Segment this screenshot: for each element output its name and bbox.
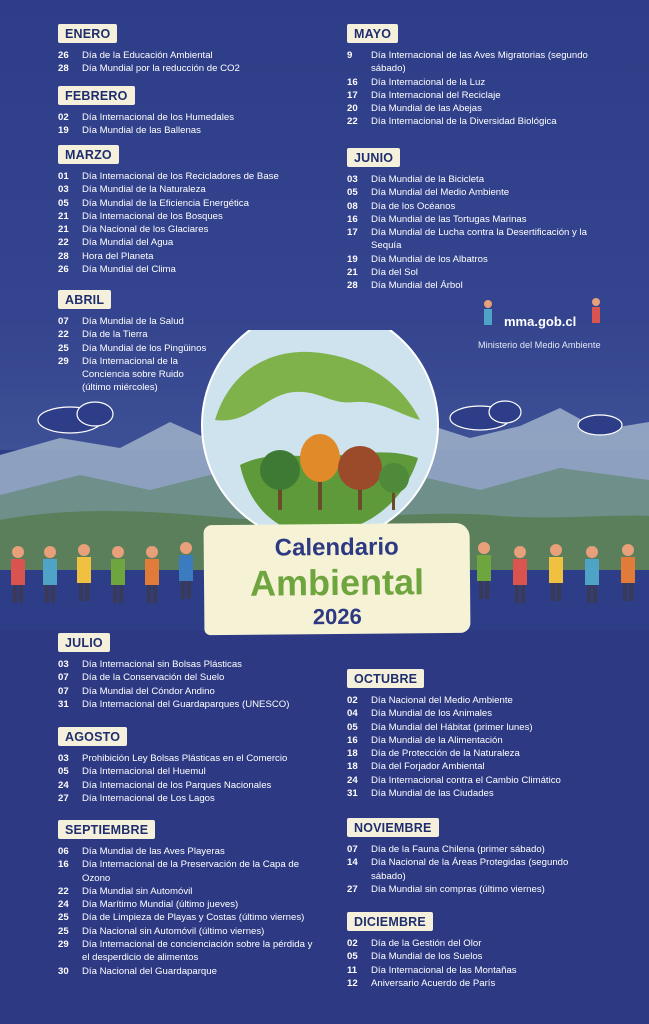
event-row [58, 183, 323, 196]
event-name: Día del Forjador Ambiental [371, 761, 485, 773]
month-octubre [347, 669, 617, 800]
logo-site: mma.gob.cl [504, 314, 577, 329]
event-row [347, 883, 597, 896]
event-row [58, 62, 323, 75]
event-day: 29 [58, 939, 69, 951]
month-title: NOVIEMBRE [347, 818, 439, 837]
event-day: 03 [347, 174, 358, 185]
event-name: Día Mundial por la reducción de CO2 [82, 63, 240, 75]
event-row [347, 200, 607, 213]
event-day: 07 [347, 844, 358, 855]
event-row [58, 898, 318, 911]
event-day: 24 [58, 899, 69, 911]
event-row [347, 843, 597, 856]
event-name: Día Mundial de las Ciudades [371, 788, 494, 800]
event-row [347, 734, 617, 747]
event-day: 17 [347, 227, 358, 239]
event-row [347, 76, 607, 89]
event-day: 04 [347, 708, 358, 720]
event-day: 17 [347, 89, 358, 101]
month-marzo [58, 145, 323, 276]
event-day: 27 [58, 792, 69, 804]
event-day: 18 [347, 748, 358, 760]
event-name: Día Marítimo Mundial (último jueves) [82, 899, 239, 911]
event-day: 03 [58, 753, 69, 764]
event-row [58, 685, 338, 698]
event-day: 16 [347, 734, 358, 746]
event-name: Día del Sol [371, 267, 418, 279]
event-row [347, 115, 607, 128]
event-name: Día Internacional del Guardaparques (UNESCO) [82, 698, 290, 710]
event-name: Día Mundial del Hábitat (primer lunes) [371, 721, 533, 733]
event-row [58, 911, 318, 924]
event-row [347, 213, 607, 226]
event-row [58, 671, 338, 684]
event-day: 05 [347, 721, 358, 733]
event-row [58, 792, 338, 805]
event-row [58, 885, 318, 898]
month-title: FEBRERO [58, 86, 135, 105]
month-title: ENERO [58, 24, 117, 43]
event-row [347, 721, 617, 734]
event-name: Día Internacional del Reciclaje [371, 89, 501, 101]
event-name: Día Internacional de los Parques Nacionales [82, 779, 272, 791]
event-day: 21 [58, 224, 69, 236]
event-name: Día Mundial del Medio Ambiente [371, 187, 510, 199]
event-row [347, 266, 607, 279]
event-name: Día Internacional sin Bolsas Plásticas [82, 659, 242, 670]
event-day: 07 [58, 672, 69, 684]
event-day: 31 [58, 698, 69, 710]
month-title: MARZO [58, 145, 119, 164]
event-day: 22 [58, 329, 69, 341]
event-name: Día Internacional de la Preservación de la Capa de Ozono [82, 859, 300, 884]
month-title: AGOSTO [58, 727, 127, 746]
event-day: 03 [58, 659, 69, 670]
event-day: 08 [347, 200, 358, 212]
event-row [347, 226, 607, 253]
event-row [347, 102, 607, 115]
event-day: 22 [347, 116, 358, 128]
event-name: Día Mundial de la Salud [82, 316, 184, 327]
event-row [347, 694, 617, 707]
event-name: Día Mundial de las Tortugas Marinas [371, 213, 527, 225]
event-name: Día de la Tierra [82, 329, 148, 341]
event-row [58, 124, 323, 137]
month-title: SEPTIEMBRE [58, 820, 155, 839]
month-title: ABRIL [58, 290, 111, 309]
event-row [58, 49, 323, 62]
event-row [58, 779, 338, 792]
month-title: JUNIO [347, 148, 400, 167]
event-day: 01 [58, 171, 69, 182]
event-name: Día Internacional de las Montañas [371, 964, 517, 976]
month-noviembre [347, 818, 597, 896]
event-row [347, 964, 597, 977]
month-febrero [58, 86, 323, 138]
event-name: Día Mundial de la Eficiencia Energética [82, 197, 249, 209]
event-day: 07 [58, 316, 69, 327]
event-name: Día Nacional del Medio Ambiente [371, 695, 513, 706]
event-name: Día Internacional de la Luz [371, 76, 486, 88]
event-day: 28 [58, 63, 69, 75]
event-row [347, 279, 607, 292]
banner-year: 2026 [312, 603, 362, 630]
event-day: 02 [58, 112, 69, 123]
month-title: JULIO [58, 633, 110, 652]
event-day: 27 [347, 883, 358, 895]
month-abril [58, 290, 208, 395]
event-day: 30 [58, 965, 69, 977]
event-name: Aniversario Acuerdo de París [371, 977, 496, 989]
event-name: Día de la Conservación del Suelo [82, 672, 225, 684]
event-row [58, 965, 318, 978]
event-day: 20 [347, 103, 358, 115]
event-day: 21 [58, 210, 69, 222]
event-day: 21 [347, 267, 358, 279]
event-row [58, 328, 208, 341]
event-day: 16 [58, 859, 69, 871]
month-mayo [347, 24, 607, 129]
event-day: 22 [58, 885, 69, 897]
event-name: Día Internacional de la Diversidad Biológica [371, 116, 557, 128]
event-name: Día de Limpieza de Playas y Costas (último viernes) [82, 912, 305, 924]
event-day: 05 [347, 187, 358, 199]
logo-ministry: Ministerio del Medio Ambiente [478, 340, 601, 350]
event-row [58, 170, 323, 183]
event-row [347, 950, 597, 963]
event-day: 05 [58, 766, 69, 778]
month-septiembre [58, 820, 318, 978]
event-name: Día Mundial de los Albatros [371, 253, 488, 265]
event-row [347, 89, 607, 102]
event-name: Día Mundial de la Bicicleta [371, 174, 485, 185]
event-row [58, 197, 323, 210]
event-row [347, 49, 607, 76]
event-day: 12 [347, 977, 358, 989]
event-name: Día Mundial de los Pingüinos [82, 342, 207, 354]
event-row [58, 765, 338, 778]
event-row [347, 186, 607, 199]
event-day: 05 [58, 197, 69, 209]
event-day: 24 [347, 774, 358, 786]
event-name: Día Internacional del Huemul [82, 766, 206, 778]
event-day: 25 [58, 342, 69, 354]
event-row [347, 747, 617, 760]
event-day: 02 [347, 938, 358, 949]
event-row [58, 698, 338, 711]
event-row [347, 760, 617, 773]
event-day: 05 [347, 951, 358, 963]
event-day: 11 [347, 964, 358, 976]
event-day: 28 [347, 280, 358, 292]
event-day: 16 [347, 76, 358, 88]
event-name: Día Mundial de las Aves Playeras [82, 846, 225, 857]
event-row [347, 774, 617, 787]
month-enero [58, 24, 323, 76]
event-name: Día Nacional del Guardaparque [82, 965, 217, 977]
event-day: 25 [58, 912, 69, 924]
event-name: Día Internacional de los Bosques [82, 210, 223, 222]
event-name: Día de Protección de la Naturaleza [371, 748, 520, 760]
event-day: 31 [347, 788, 358, 800]
event-row [58, 925, 318, 938]
event-day: 14 [347, 857, 358, 869]
event-row [58, 845, 318, 858]
event-name: Día de la Fauna Chilena (primer sábado) [371, 844, 545, 855]
banner-line2: Ambiental [249, 561, 425, 604]
event-row [347, 856, 597, 883]
event-day: 03 [58, 184, 69, 196]
event-name: Día Internacional de Los Lagos [82, 792, 215, 804]
event-day: 26 [58, 50, 69, 61]
event-day: 07 [58, 685, 69, 697]
event-day: 16 [347, 213, 358, 225]
event-row [58, 355, 208, 395]
event-row [58, 223, 323, 236]
event-name: Día Mundial de Lucha contra la Desertificación y la Sequía [371, 227, 587, 252]
event-row [58, 938, 318, 965]
event-name: Día Mundial sin compras (último viernes) [371, 883, 545, 895]
event-name: Día Mundial del Árbol [371, 280, 463, 292]
mma-logo [478, 296, 618, 358]
event-name: Día Internacional contra el Cambio Climático [371, 774, 561, 786]
event-row [58, 342, 208, 355]
event-name: Día de la Gestión del Olor [371, 938, 482, 949]
event-name: Prohibición Ley Bolsas Plásticas en el Comercio [82, 753, 288, 764]
event-row [58, 250, 323, 263]
month-junio [347, 148, 607, 293]
event-name: Hora del Planeta [82, 250, 154, 262]
event-row [347, 173, 607, 186]
event-name: Día Mundial de la Naturaleza [82, 184, 206, 196]
event-row [347, 937, 597, 950]
event-day: 19 [347, 253, 358, 265]
event-name: Día Mundial de las Ballenas [82, 125, 201, 137]
event-name: Día Mundial del Cóndor Andino [82, 685, 215, 697]
event-name: Día Mundial de los Suelos [371, 951, 483, 963]
event-name: Día Mundial de la Alimentación [371, 734, 503, 746]
event-row [58, 111, 323, 124]
event-day: 06 [58, 846, 69, 857]
event-day: 22 [58, 237, 69, 249]
event-day: 19 [58, 125, 69, 137]
event-name: Día Mundial de las Abejas [371, 103, 482, 115]
event-day: 25 [58, 925, 69, 937]
event-row [347, 253, 607, 266]
event-name: Día Internacional de la Conciencia sobre Ruido (último miércoles) [82, 355, 184, 394]
event-name: Día Internacional de las Aves Migratorias (segundo sábado) [371, 50, 588, 75]
event-row [58, 210, 323, 223]
event-row [58, 315, 208, 328]
title-banner [204, 523, 471, 635]
month-title: OCTUBRE [347, 669, 424, 688]
event-day: 26 [58, 264, 69, 276]
event-name: Día Mundial de los Animales [371, 708, 493, 720]
event-name: Día Mundial sin Automóvil [82, 885, 193, 897]
event-name: Día Nacional de los Glaciares [82, 224, 209, 236]
event-day: 02 [347, 695, 358, 706]
month-title: MAYO [347, 24, 398, 43]
event-day: 24 [58, 779, 69, 791]
event-row [58, 263, 323, 276]
event-name: Día Internacional de los Recicladores de Base [82, 171, 279, 182]
event-day: 18 [347, 761, 358, 773]
event-row [347, 707, 617, 720]
month-julio [58, 633, 338, 711]
event-name: Día de la Educación Ambiental [82, 50, 213, 61]
event-name: Día Mundial del Agua [82, 237, 174, 249]
event-name: Día Nacional de la Áreas Protegidas (segundo sábado) [371, 857, 569, 882]
month-agosto [58, 727, 338, 805]
month-diciembre [347, 912, 597, 990]
event-name: Día de los Océanos [371, 200, 456, 212]
event-row [58, 658, 338, 671]
event-name: Día Nacional sin Automóvil (último viernes) [82, 925, 265, 937]
event-day: 9 [347, 50, 353, 61]
event-name: Día Internacional de los Humedales [82, 112, 234, 123]
event-row [58, 858, 318, 885]
event-row [347, 787, 617, 800]
event-day: 29 [58, 355, 69, 367]
event-day: 28 [58, 250, 69, 262]
event-row [58, 752, 338, 765]
event-name: Día Internacional de concienciación sobre la pérdida y el desperdicio de alimentos [82, 939, 313, 964]
event-row [347, 977, 597, 990]
month-title: DICIEMBRE [347, 912, 433, 931]
event-row [58, 236, 323, 249]
event-name: Día Mundial del Clima [82, 264, 176, 276]
banner-line1: Calendario [274, 533, 399, 562]
